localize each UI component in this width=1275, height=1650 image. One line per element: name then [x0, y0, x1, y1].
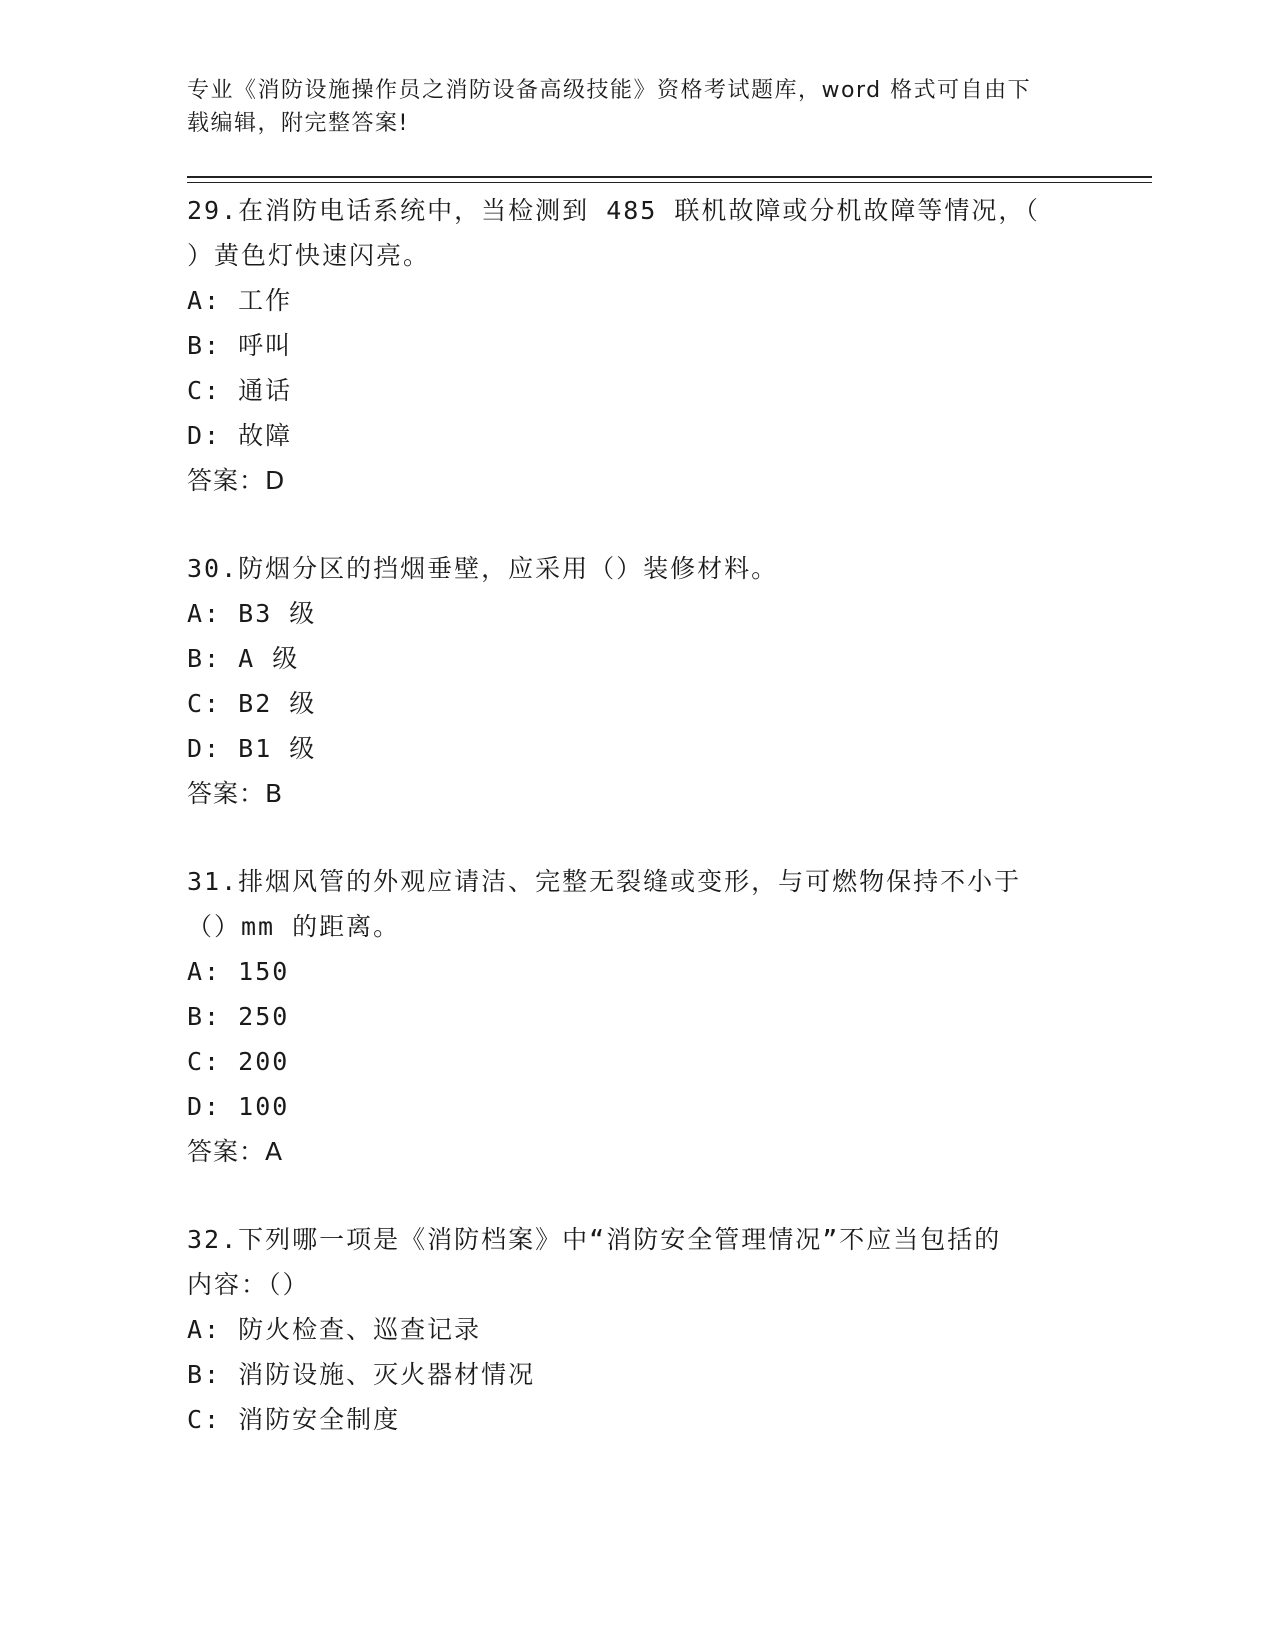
option-d: D: B1 级 [187, 734, 317, 763]
option-b: B: 呼叫 [187, 331, 293, 360]
question-text-line-2: ）黄色灯快速闪亮。 [187, 241, 431, 270]
header-divider-thin [187, 182, 1152, 183]
option-c: C: 消防安全制度 [187, 1405, 401, 1434]
option-a: A: 防火检查、巡查记录 [187, 1315, 482, 1344]
question-30 [187, 546, 1087, 816]
header-divider-thick [187, 176, 1152, 178]
question-text-line-1: 30.防烟分区的挡烟垂壁，应采用（）装修材料。 [187, 554, 779, 583]
option-a: A: 150 [187, 957, 290, 986]
question-text-line-2: （）mm 的距离。 [187, 912, 401, 941]
question-32 [187, 1217, 1087, 1442]
header-line-1: 专业《消防设施操作员之消防设备高级技能》资格考试题库，word 格式可自由下 [187, 78, 1032, 103]
option-b: B: 250 [187, 1002, 290, 1031]
question-31 [187, 859, 1087, 1174]
option-c: C: B2 级 [187, 689, 317, 718]
question-text-line-1: 32.下列哪一项是《消防档案》中“消防安全管理情况”不应当包括的 [187, 1225, 1002, 1254]
answer: 答案：D [187, 466, 286, 495]
header-line-2: 载编辑，附完整答案! [187, 111, 409, 136]
option-c: C: 通话 [187, 376, 293, 405]
question-29 [187, 188, 1087, 503]
option-b: B: A 级 [187, 644, 300, 673]
option-b: B: 消防设施、灭火器材情况 [187, 1360, 536, 1389]
answer: 答案：B [187, 779, 284, 808]
question-text-line-1: 31.排烟风管的外观应请洁、完整无裂缝或变形，与可燃物保持不小于 [187, 867, 1022, 896]
question-text-line-1: 29.在消防电话系统中，当检测到 485 联机故障或分机故障等情况，（ [187, 196, 1040, 225]
option-c: C: 200 [187, 1047, 290, 1076]
option-d: D: 故障 [187, 421, 293, 450]
document-header [187, 74, 1067, 140]
question-list [187, 188, 1087, 1485]
option-a: A: B3 级 [187, 599, 317, 628]
answer: 答案：A [187, 1137, 284, 1166]
option-a: A: 工作 [187, 286, 293, 315]
question-text-line-2: 内容：（） [187, 1270, 310, 1299]
option-d: D: 100 [187, 1092, 290, 1121]
